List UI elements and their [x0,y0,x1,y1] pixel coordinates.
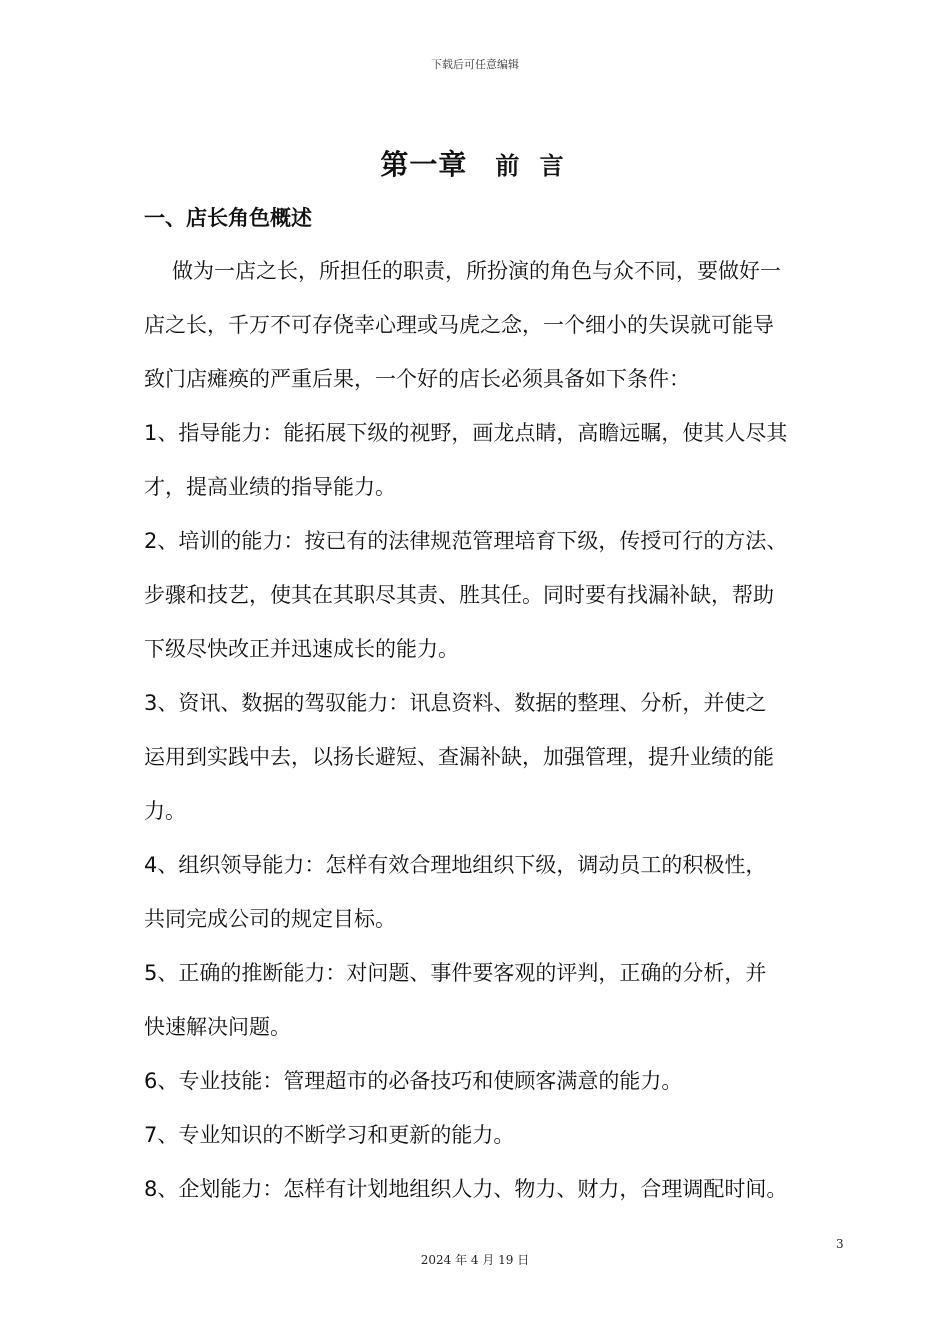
section-heading: 一、店长角色概述 [144,206,312,230]
list-item-4 [144,838,854,946]
intro-paragraph-cont [144,298,854,406]
intro-paragraph [144,244,854,298]
text-line: 快速解决问题。 [144,1015,291,1039]
list-item-5 [144,946,854,1054]
text-line: 6、专业技能：管理超市的必备技巧和使顾客满意的能力。 [144,1069,683,1093]
header-note: 下载后可任意编辑 [431,58,519,71]
body-text [144,244,854,1216]
text-line: 5、正确的推断能力：对问题、事件要客观的评判，正确的分析，并 [144,961,767,985]
footer-date: 2024 年 4 月 19 日 [420,1253,530,1267]
text-line: 致门店瘫痪的严重后果，一个好的店长必须具备如下条件： [144,367,690,391]
list-item-1 [144,406,854,514]
list-item-2 [144,514,854,676]
text-line: 4、组织领导能力：怎样有效合理地组织下级，调动员工的积极性， [144,853,767,877]
page-number: 3 [836,1237,844,1251]
list-item-8 [144,1162,854,1216]
text-line: 力。 [144,799,186,823]
chapter-subtitle: 前 言 [495,152,570,180]
text-line: 店之长，千万不可存侥幸心理或马虎之念，一个细小的失误就可能导 [144,313,774,337]
text-line: 步骤和技艺，使其在其职尽其责、胜其任。同时要有找漏补缺，帮助 [144,583,774,607]
text-line: 做为一店之长，所担任的职责，所扮演的角色与众不同，要做好一 [172,259,781,283]
text-line: 才，提高业绩的指导能力。 [144,475,396,499]
text-line: 共同完成公司的规定目标。 [144,907,396,931]
list-item-6 [144,1054,854,1108]
list-item-7 [144,1108,854,1162]
list-item-3 [144,676,854,838]
text-line: 3、资讯、数据的驾驭能力：讯息资料、数据的整理、分析，并使之 [144,691,767,715]
text-line: 1、指导能力：能拓展下级的视野，画龙点睛，高瞻远瞩，使其人尽其 [144,421,788,445]
chapter-title [0,143,950,183]
text-line: 2、培训的能力：按已有的法律规范管理培育下级，传授可行的方法、 [144,529,788,553]
text-line: 运用到实践中去，以扬长避短、查漏补缺，加强管理，提升业绩的能 [144,745,774,769]
text-line: 8、企划能力：怎样有计划地组织人力、物力、财力，合理调配时间。 [144,1177,788,1201]
text-line: 下级尽快改正并迅速成长的能力。 [144,637,459,661]
chapter-number: 第一章 [380,148,468,181]
text-line: 7、专业知识的不断学习和更新的能力。 [144,1123,515,1147]
